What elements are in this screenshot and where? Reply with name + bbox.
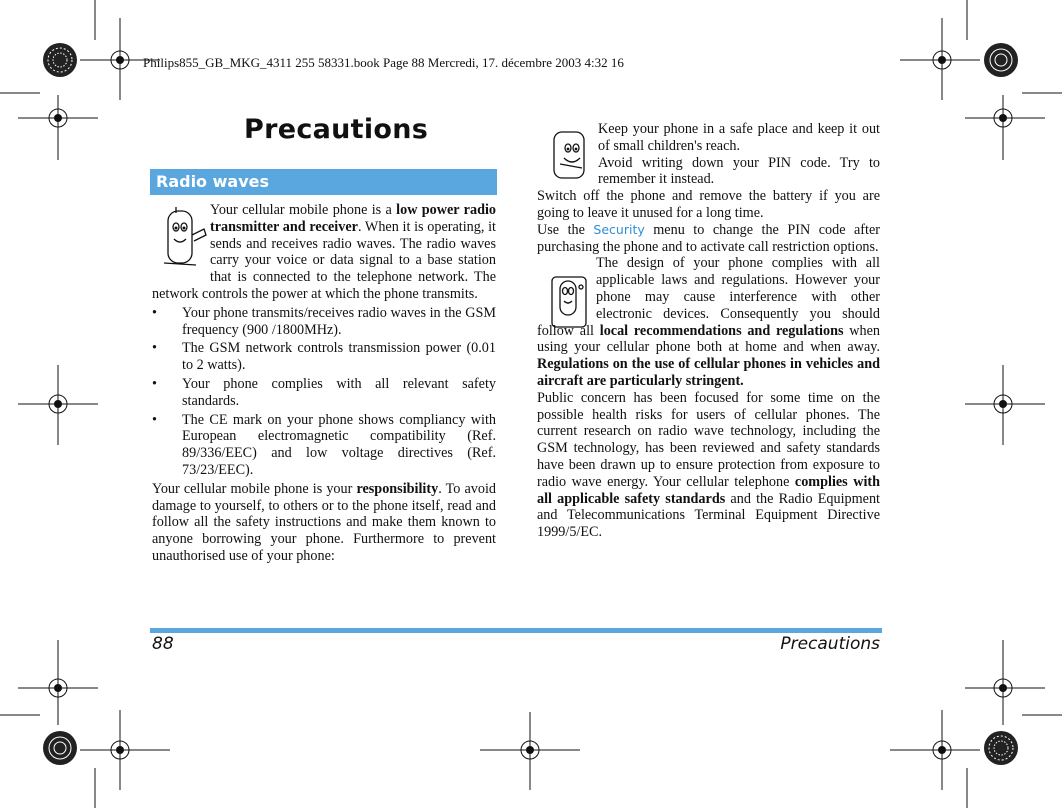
intro-bold-text: low power radio transmitter and receiver — [210, 202, 497, 235]
intro-text: Your cellular mobile phone is a — [210, 202, 397, 218]
print-header: Philips855_GB_MKG_4311 255 58331.book Page 88 Mercredi, 17. décembre 2003 4:32 16 — [143, 55, 624, 70]
responsibility-bold-text: responsibility — [356, 480, 439, 497]
icon-spacer — [152, 202, 210, 274]
footer-rule — [150, 628, 882, 633]
left-column — [152, 202, 496, 565]
page-number: 88 — [152, 634, 174, 654]
security-menu-link: Security — [593, 221, 645, 237]
list-item: • Your phone complies with all relevant safety standards. — [152, 375, 496, 409]
bullet-icon: • — [152, 411, 157, 428]
intro-text-end: . When it is operating, it sends and receives radio waves. The radio waves carry your voice or data signal to a base station that is connected to the telephone network. The network controls the power at which the phone transmits. — [152, 218, 496, 302]
icon-spacer — [537, 255, 596, 321]
keep-safe-paragraph: Keep your phone in a safe place and keep it out of small children's reach. — [598, 121, 880, 154]
radio-facts-list — [152, 305, 496, 479]
public-concern-paragraph: Public concern has been focused for some time on the possible health risks for users of cellular phones. The current research on radio wave technology, including the GSM technology, has been reviewed and safety standards have been drawn up to ensure protection from exposure to radio wave energy. Your cellular telephone complies with all applicable safety standards and the Radio Equipment and Telecommunications Terminal Equipment Directive 1999/5/EC. — [537, 389, 881, 541]
list-item: • The GSM network controls transmission power (0.01 to 2 watts). — [152, 340, 496, 374]
list-item: • The CE mark on your phone shows compliancy with European electromagnetic compatibility (Ref. 89/336/EEC) and low voltage directives (Ref. 73/23/EEC). — [152, 411, 496, 478]
section-heading-radio-waves: Radio waves — [150, 169, 497, 195]
bullet-icon: • — [152, 304, 157, 321]
security-paragraph: Use the Security menu to change the PIN code after purchasing the phone and to activate call restriction options. — [537, 221, 880, 255]
switch-off-paragraph: Switch off the phone and remove the battery if you are going to leave it unused for a long time. — [537, 188, 880, 221]
right-column — [537, 121, 880, 541]
page-title: Precautions — [244, 114, 429, 145]
design-paragraph: The design of your phone complies with all applicable laws and regulations. However your phone may cause interference with other electronic devices. Consequently you should follow all local recommendations and regulations when using your cellular phone both at home and when away. Regulations on the use of cellular phones in vehicles and aircraft are particularly stringent. — [537, 255, 881, 389]
bullet-icon: • — [152, 375, 157, 392]
responsibility-paragraph: Your cellular mobile phone is your responsibility. To avoid damage to yourself, to others or to the phone itself, read and follow all the safety instructions and make them known to anyone borrowing your phone. Furthermore to prevent unauthorised use of your phone: — [152, 480, 496, 564]
footer-chapter-title: Precautions — [780, 634, 880, 654]
list-item: • Your phone transmits/receives radio waves in the GSM frequency (900 /1800MHz). — [152, 304, 496, 338]
pin-note-paragraph: Avoid writing down your PIN code. Try to remember it instead. — [598, 154, 880, 188]
bullet-icon: • — [152, 340, 157, 357]
